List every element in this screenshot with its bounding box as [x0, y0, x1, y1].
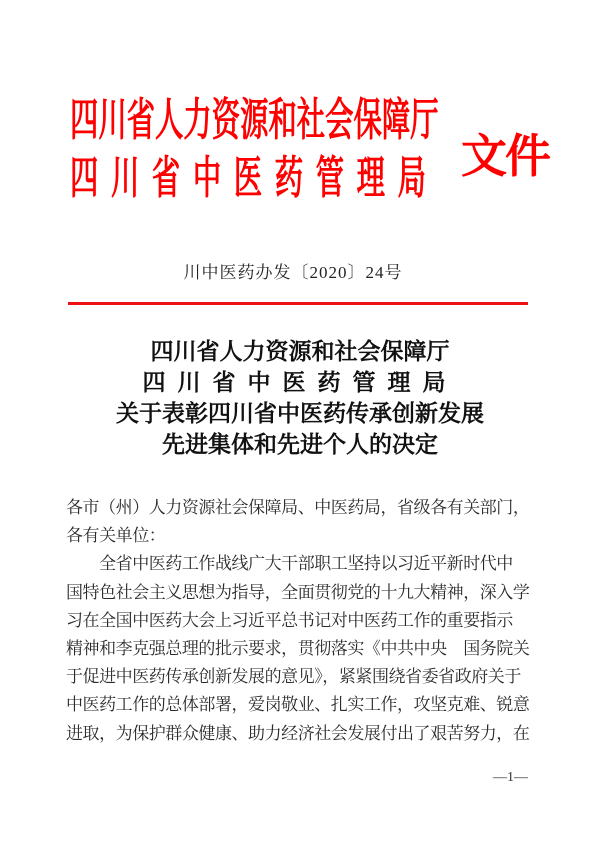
- title-line-2: 四川省中医药管理局: [142, 370, 458, 396]
- red-separator-line: [68, 302, 528, 305]
- body-line: 精神和李克强总理的批示要求，贯彻落实《中共中央 国务院关: [66, 639, 530, 659]
- document-body: [66, 494, 536, 748]
- letterhead-doc-type-label: 文件: [461, 131, 549, 182]
- title-line-1: 四川省人力资源和社会保障厅: [150, 339, 450, 365]
- body-line: 国特色社会主义思想为指导，全面贯彻党的十九大精神，深入学: [66, 582, 530, 602]
- document-title: [0, 337, 600, 461]
- body-line: 各有关单位：: [66, 526, 166, 546]
- body-line: 各市（州）人力资源社会保障局、中医药局，省级各有关部门，: [66, 498, 530, 517]
- letterhead-agency-line1: 四川省人力资源和社会保障厅: [70, 95, 439, 145]
- doc-reference-number: 川中医药办发〔2020〕24号: [183, 263, 403, 282]
- body-line: 习在全国中医药大会上习近平总书记对中医药工作的重要指示: [66, 610, 513, 630]
- body-line: 进取，为保护群众健康、助力经济社会发展付出了艰苦努力，在: [66, 723, 530, 743]
- title-line-4: 先进集体和先进个人的决定: [162, 432, 438, 458]
- body-line: 中医药工作的总体部署，爱岗敬业、扎实工作，攻坚克难、锐意: [66, 695, 530, 715]
- title-line-3: 关于表彰四川省中医药传承创新发展: [116, 401, 484, 427]
- body-line: 全省中医药工作战线广大干部职工坚持以习近平新时代中: [66, 554, 513, 574]
- page-number: —1—: [493, 770, 528, 785]
- letterhead-agency-line2: 四川省中医药管理局: [70, 153, 439, 203]
- body-line: 于促进中医药传承创新发展的意见》，紧紧围绕省委省政府关于: [66, 667, 521, 687]
